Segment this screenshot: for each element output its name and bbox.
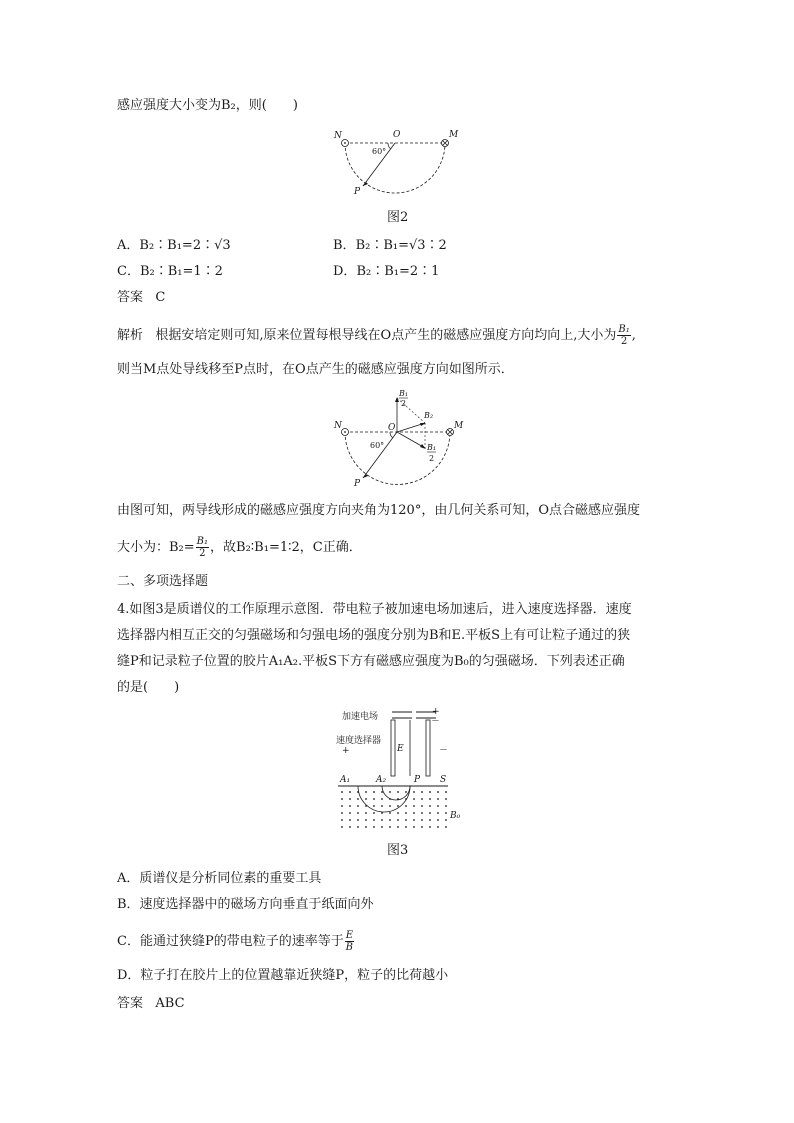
field-dot <box>389 826 391 828</box>
field-dot <box>397 826 399 828</box>
field-dot <box>437 791 439 793</box>
field-dot <box>349 826 351 828</box>
q4-option-d: D．粒子打在胶片上的位置越靠近狭缝P，粒子的比荷越小 <box>117 968 449 983</box>
field-dot <box>421 805 423 807</box>
field-dot <box>341 805 343 807</box>
field-dot <box>357 798 359 800</box>
field-dot <box>429 791 431 793</box>
figure-3 <box>330 706 470 834</box>
field-dot <box>357 805 359 807</box>
q3-option-b: B．B₂∶B₁=√3∶2 <box>333 238 447 253</box>
field-dot <box>421 798 423 800</box>
field-dot <box>389 805 391 807</box>
field-dot <box>445 812 447 814</box>
field-dot <box>421 826 423 828</box>
fig3-label-a2: A₂ <box>376 775 387 785</box>
q3-analysis-3: 由图可知，两导线形成的磁感应强度方向夹角为120°，由几何关系可知，O点合磁感应强度 <box>117 503 640 518</box>
figa-label-p: P <box>354 479 361 489</box>
field-dot <box>381 805 383 807</box>
figa-b1-right-den: 2 <box>429 454 435 463</box>
field-dot <box>405 791 407 793</box>
q3-answer: 答案 C <box>117 290 166 305</box>
field-dot <box>397 805 399 807</box>
fig2-angle: 60° <box>372 147 387 156</box>
field-dot <box>421 819 423 821</box>
section-2-title: 二、多项选择题 <box>117 574 209 589</box>
fig3-minus-right: — <box>440 745 447 753</box>
field-dot <box>365 791 367 793</box>
fig3-label-e: E <box>397 744 404 754</box>
fig3-minus-top: — <box>432 716 439 724</box>
field-dot <box>365 798 367 800</box>
figa-b2-label: B₂ <box>424 411 434 420</box>
field-dot <box>405 798 407 800</box>
field-dot <box>413 826 415 828</box>
fig3-label-s: S <box>440 775 447 785</box>
field-dot <box>357 819 359 821</box>
q4-option-b: B．速度选择器中的磁场方向垂直于纸面向外 <box>117 897 374 912</box>
figa-b1-top-num: B₁ <box>399 389 409 398</box>
figa-label-n: N <box>334 421 342 431</box>
fig2-label-n: N <box>334 131 342 141</box>
q4-stem-2: 选择器内相互正交的匀强磁场和匀强电场的强度分别为B和E.平板S上有可让粒子通过的狭 <box>117 628 631 643</box>
field-dot <box>373 826 375 828</box>
field-dot <box>445 798 447 800</box>
field-dot <box>429 819 431 821</box>
figa-label-m: M <box>454 421 464 431</box>
field-dot <box>349 812 351 814</box>
field-dot <box>389 812 391 814</box>
field-dot <box>341 819 343 821</box>
field-dot <box>413 791 415 793</box>
field-dot <box>373 812 375 814</box>
fig3-label-b0: B₀ <box>450 811 461 821</box>
field-dot <box>445 791 447 793</box>
field-dot <box>365 826 367 828</box>
field-dot <box>413 798 415 800</box>
figure-2 <box>330 124 460 202</box>
field-dot <box>397 791 399 793</box>
fig2-semicircle <box>345 143 445 193</box>
q3-option-d: D．B₂∶B₁=2∶1 <box>333 264 440 279</box>
fig3-accel-label: 加速电场 <box>342 712 379 722</box>
field-dot <box>357 791 359 793</box>
field-dot <box>437 805 439 807</box>
field-dot <box>381 791 383 793</box>
field-dot <box>445 819 447 821</box>
field-dot <box>349 798 351 800</box>
field-dot <box>437 819 439 821</box>
field-dot <box>341 798 343 800</box>
q3-option-a: A．B₂∶B₁=2∶√3 <box>117 238 231 253</box>
field-dot <box>405 812 407 814</box>
field-dot <box>397 819 399 821</box>
field-dot <box>389 798 391 800</box>
fig3-plus-left: + <box>342 746 350 756</box>
fig3-label-p: P <box>414 775 421 785</box>
field-dot <box>429 805 431 807</box>
fig3-plate-left <box>391 720 395 776</box>
field-dot <box>357 826 359 828</box>
field-dot <box>373 798 375 800</box>
q3-analysis-4: 大小为：B₂= $\frac{\text{B₁}}{2}$ ，故B₂∶B₁=1∶2，C正确． <box>117 536 362 559</box>
figa-label-o: O <box>388 423 396 433</box>
fig2-label-m: M <box>449 130 459 140</box>
q4-stem-3: 缝P和记录粒子位置的胶片A₁A₂.平板S下方有磁感应强度为B₀的匀强磁场．下列表述正确 <box>117 654 625 669</box>
field-dot <box>373 805 375 807</box>
field-dot <box>413 819 415 821</box>
figa-b1-right-num: B₁ <box>427 443 437 452</box>
field-dot <box>365 805 367 807</box>
field-dot <box>341 826 343 828</box>
field-dot <box>437 798 439 800</box>
field-dot <box>365 819 367 821</box>
fig3-trajectory-small <box>382 786 410 800</box>
field-dot <box>341 812 343 814</box>
field-dot <box>373 819 375 821</box>
field-dot <box>429 812 431 814</box>
q4-stem-4: 的是( ) <box>117 680 180 695</box>
field-dot <box>341 791 343 793</box>
field-dot <box>405 819 407 821</box>
field-dot <box>381 798 383 800</box>
field-dot <box>445 805 447 807</box>
field-dot <box>349 791 351 793</box>
fig2-caption: 图2 <box>387 210 409 225</box>
field-dot <box>381 819 383 821</box>
fig2-label-o: O <box>393 130 401 140</box>
field-dot <box>413 805 415 807</box>
field-dot <box>405 826 407 828</box>
fig3-label-a1: A₁ <box>340 775 351 785</box>
field-dot <box>373 791 375 793</box>
field-dot <box>349 805 351 807</box>
fig2-label-p: P <box>354 187 361 197</box>
field-dot <box>389 819 391 821</box>
figure-analysis <box>330 388 470 490</box>
field-dot <box>429 798 431 800</box>
q4-option-c: C．能通过狭缝P的带电粒子的速率等于 $\frac{E}{B}$ <box>117 930 354 953</box>
q3-analysis-1: 解析 根据安培定则可知,原来位置每根导线在O点产生的磁感应强度方向均向上,大小为 $\frac{\text{B₁}}{2}$ , <box>117 324 636 347</box>
field-dot <box>389 791 391 793</box>
field-dot <box>381 826 383 828</box>
fig3-plate-right <box>426 720 430 776</box>
field-dot <box>437 826 439 828</box>
q3-analysis-2: 则当M点处导线移至P点时，在O点产生的磁感应强度方向如图所示． <box>117 362 514 377</box>
fig3-selector-label: 速度选择器 <box>336 736 382 746</box>
figa-vector-b1-right <box>397 432 425 448</box>
field-dot <box>413 812 415 814</box>
field-dot <box>357 812 359 814</box>
q4-option-a: A．质谱仪是分析同位素的重要工具 <box>117 871 322 886</box>
field-dot <box>397 798 399 800</box>
fig3-plus-top: + <box>432 707 440 717</box>
field-dot <box>381 812 383 814</box>
field-dot <box>421 791 423 793</box>
field-dot <box>397 812 399 814</box>
q4-stem-1: 4.如图3是质谱仪的工作原理示意图．带电粒子被加速电场加速后，进入速度选择器．速度 <box>117 602 632 617</box>
q3-option-c: C．B₂∶B₁=1∶2 <box>117 264 223 279</box>
field-dot <box>429 826 431 828</box>
field-dot <box>437 812 439 814</box>
fig3-caption: 图3 <box>387 843 409 858</box>
field-dot <box>349 819 351 821</box>
q4-answer: 答案 ABC <box>117 996 185 1011</box>
field-dot <box>365 812 367 814</box>
field-dot <box>421 812 423 814</box>
figa-angle: 60° <box>370 441 385 450</box>
fig3-field-dots <box>341 791 447 828</box>
q3-stem-end: 感应强度大小变为B₂，则( ) <box>117 98 298 113</box>
field-dot <box>405 805 407 807</box>
field-dot <box>445 826 447 828</box>
figa-b1-top-den: 2 <box>401 399 407 408</box>
